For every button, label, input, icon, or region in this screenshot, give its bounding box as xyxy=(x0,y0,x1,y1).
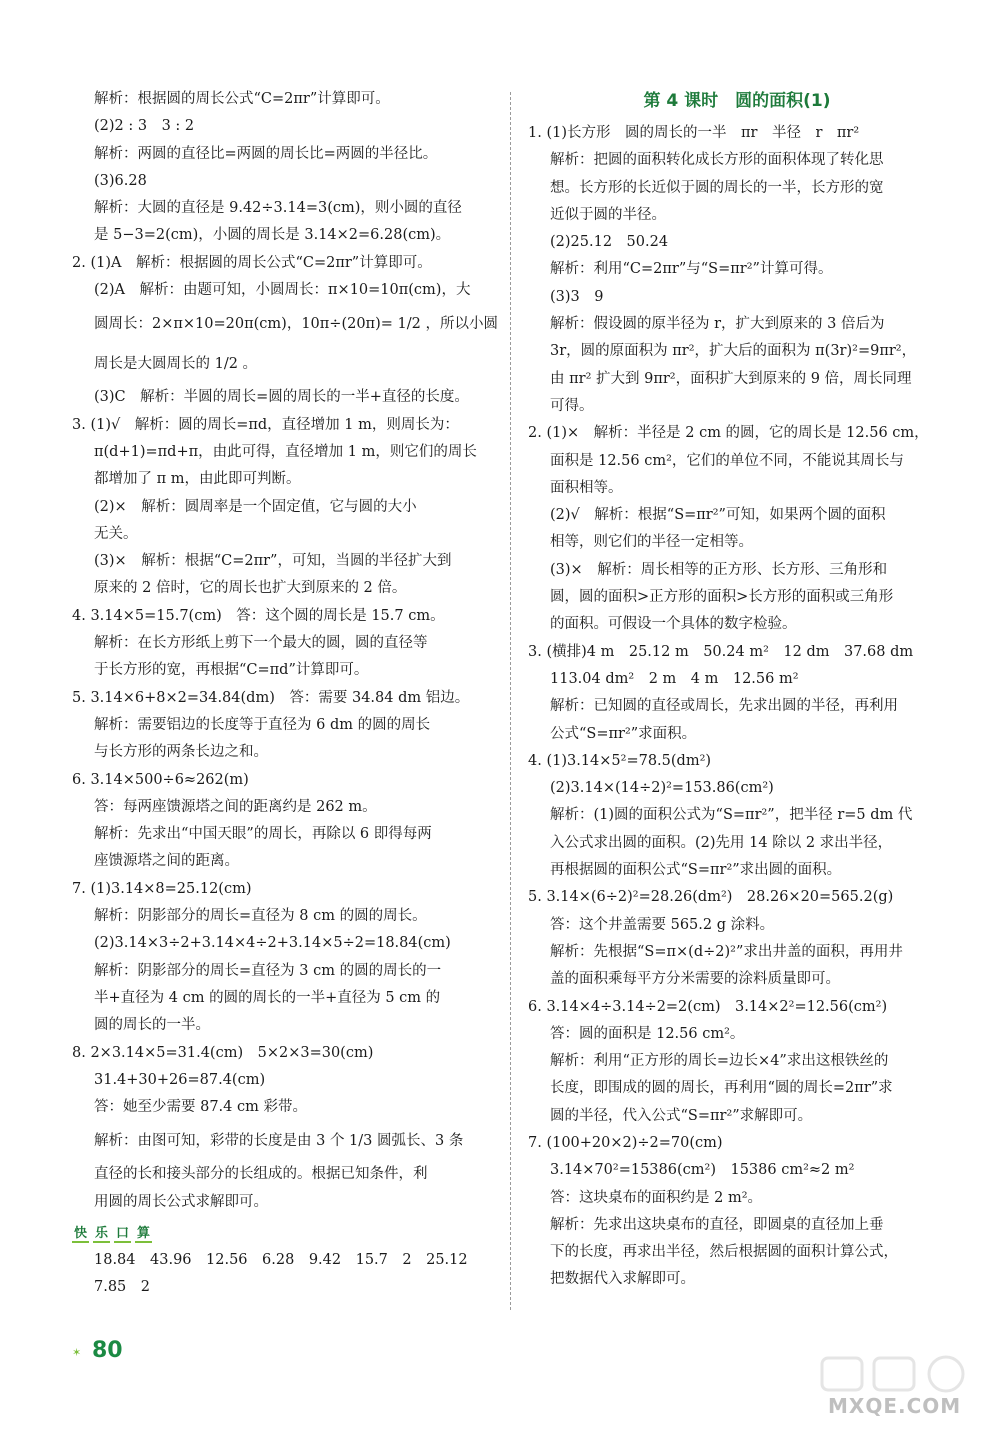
answer-line: 盖的面积乘每平方分米需要的涂料质量即可。 xyxy=(550,971,840,988)
left-answer-lines xyxy=(72,86,498,1216)
answer-line: 解析：在长方形纸上剪下一个最大的圆，圆的直径等 xyxy=(94,635,428,652)
answer-line: (3)C 解析：半圆的周长=圆的周长的一半+直径的长度。 xyxy=(94,389,469,406)
answer-line: 113.04 dm² 2 m 4 m 12.56 m² xyxy=(550,670,799,687)
page-number: 80 xyxy=(92,1338,123,1363)
answer-line: 可得。 xyxy=(550,397,594,414)
answer-line: 1. (1)长方形 圆的周长的一半 πr 半径 r πr² xyxy=(528,125,860,141)
answer-line: (2)25.12 50.24 xyxy=(550,234,669,251)
answer-line: 相等，则它们的半径一定相等。 xyxy=(550,534,753,551)
answer-line: 6. 3.14×500÷6≈262(m) xyxy=(72,771,249,788)
answer-line: 解析：两圆的直径比=两圆的周长比=两圆的半径比。 xyxy=(94,145,438,162)
answer-line: 2. (1)× 解析：半径是 2 cm 的圆，它的周长是 12.56 cm， xyxy=(528,425,929,442)
answer-line: 解析：由图可知，彩带的长度是由 3 个 1/3 圆弧长、3 条 xyxy=(94,1133,464,1150)
answer-line: 把数据代入求解即可。 xyxy=(550,1271,695,1288)
answer-line: 3. (横排)4 m 25.12 m 50.24 m² 12 dm 37.68 dm xyxy=(528,643,914,660)
answer-line: (2)× 解析：圆周率是一个固定值，它与圆的大小 xyxy=(94,498,417,515)
answer-line: 都增加了 π m，由此即可判断。 xyxy=(94,471,301,488)
answer-line: 无关。 xyxy=(94,525,138,542)
answer-line: (3)6.28 xyxy=(94,172,147,189)
answer-line: 答：她至少需要 87.4 cm 彩带。 xyxy=(94,1099,307,1116)
answer-line: 7. (100+20×2)÷2=70(cm) xyxy=(528,1134,723,1151)
answer-line: 是 5−3=2(cm)，小圆的周长是 3.14×2=6.28(cm)。 xyxy=(94,227,451,244)
answer-line: 解析：大圆的直径是 9.42÷3.14=3(cm)，则小圆的直径 xyxy=(94,200,462,217)
answer-line: 5. 3.14×(6÷2)²=28.26(dm²) 28.26×20=565.2(g) xyxy=(528,889,894,906)
answer-line: 7.85 2 xyxy=(94,1279,151,1296)
answer-line: 8. 2×3.14×5=31.4(cm) 5×2×3=30(cm) xyxy=(72,1044,374,1061)
column-divider xyxy=(510,92,511,1310)
answer-line: 18.84 43.96 12.56 6.28 9.42 15.7 2 25.12 xyxy=(94,1251,468,1268)
answer-line: 圆的周长的一半。 xyxy=(94,1017,210,1034)
answer-line: (2)√ 解析：根据“S=πr²”可知，如果两个圆的面积 xyxy=(550,507,886,524)
answer-line: (2)2 : 3 3 : 2 xyxy=(94,118,195,135)
answer-line: 解析：需要铝边的长度等于直径为 6 dm 的圆的周长 xyxy=(94,716,431,733)
right-column xyxy=(528,86,946,1294)
answer-line: 解析：(1)圆的面积公式为“S=πr²”，把半径 r=5 dm 代 xyxy=(550,807,913,824)
answer-line: 解析：利用“正方形的周长=边长×4”求出这根铁丝的 xyxy=(550,1053,889,1070)
mental-math-char: 算 xyxy=(135,1222,152,1243)
star-decoration-icon: ✶ xyxy=(72,1346,82,1359)
answer-line: 圆的半径，代入公式“S=πr²”求解即可。 xyxy=(550,1107,813,1124)
left-column xyxy=(72,86,498,1302)
mental-math-char: 乐 xyxy=(93,1222,110,1243)
mental-math-header xyxy=(72,1222,494,1243)
answer-line: 7. (1)3.14×8=25.12(cm) xyxy=(72,880,252,897)
answer-line: 6. 3.14×4÷3.14÷2=2(cm) 3.14×2²=12.56(cm²) xyxy=(528,998,888,1015)
lesson-title: 第 4 课时 圆的面积(1) xyxy=(643,91,831,111)
mental-math-char: 口 xyxy=(114,1222,131,1243)
answer-line: (2)A 解析：由题可知，小圆周长：π×10=10π(cm)，大 xyxy=(94,282,471,299)
answer-line: 4. (1)3.14×5²=78.5(dm²) xyxy=(528,752,712,769)
answer-line: π(d+1)=πd+π，由此可得，直径增加 1 m，则它们的周长 xyxy=(94,443,477,460)
answer-line: 3.14×70²=15386(cm²) 15386 cm²≈2 m² xyxy=(550,1162,855,1179)
answer-line: 解析：先根据“S=π×(d÷2)²”求出井盖的面积，再用井 xyxy=(550,943,903,960)
answer-line: 圆，圆的面积>正方形的面积>长方形的面积或三角形 xyxy=(550,589,894,606)
answer-line: 解析：先求出“中国天眼”的周长，再除以 6 即得每两 xyxy=(94,826,432,843)
mental-math-answers xyxy=(72,1247,494,1302)
answer-line: 与长方形的两条长边之和。 xyxy=(94,744,268,761)
answer-line: 解析：阴影部分的周长=直径为 8 cm 的圆的周长。 xyxy=(94,908,427,925)
answer-line: 原来的 2 倍时，它的周长也扩大到原来的 2 倍。 xyxy=(94,580,407,597)
answer-line: 3r，圆的原面积为 πr²，扩大后的面积为 π(3r)²=9πr²， xyxy=(550,343,917,360)
answer-line: 2. (1)A 解析：根据圆的周长公式“C=2πr”计算即可。 xyxy=(72,254,432,271)
answer-line: 解析：阴影部分的周长=直径为 3 cm 的圆的周长的一 xyxy=(94,962,442,979)
mental-math-char: 快 xyxy=(72,1222,89,1243)
answer-line: 座馈源塔之间的距离。 xyxy=(94,853,239,870)
answer-line: (2)3.14×3÷2+3.14×4÷2+3.14×5÷2=18.84(cm) xyxy=(94,935,451,952)
answer-line: 面积相等。 xyxy=(550,479,623,496)
answer-line: 解析：假设圆的原半径为 r，扩大到原来的 3 倍后为 xyxy=(550,316,885,333)
answer-line: 由 πr² 扩大到 9πr²，面积扩大到原来的 9 倍，周长同理 xyxy=(550,370,912,387)
answer-line: 周长是大圆周长的 1/2 。 xyxy=(94,356,258,373)
answer-line: 解析：利用“C=2πr”与“S=πr²”计算可得。 xyxy=(550,261,833,278)
answer-line: 近似于圆的半径。 xyxy=(550,206,666,223)
right-answer-lines xyxy=(528,120,946,1294)
answer-line: 解析：根据圆的周长公式“C=2πr”计算即可。 xyxy=(94,91,390,107)
answer-line: 想。长方形的长近似于圆的周长的一半，长方形的宽 xyxy=(550,179,884,196)
answer-line: 解析：把圆的面积转化成长方形的面积体现了转化思 xyxy=(550,152,884,169)
answer-line: 答：这个井盖需要 565.2 g 涂料。 xyxy=(550,916,775,933)
answer-line: (3)3 9 xyxy=(550,288,604,305)
answer-line: 答：圆的面积是 12.56 cm²。 xyxy=(550,1025,745,1042)
answer-line: 面积是 12.56 cm²，它们的单位不同，不能说其周长与 xyxy=(550,452,904,469)
watermark-url: MXQE.COM xyxy=(828,1394,962,1418)
answer-line: 公式“S=πr²”求面积。 xyxy=(550,725,697,742)
answer-line: 直径的长和接头部分的长组成的。根据已知条件，利 xyxy=(94,1166,428,1183)
answer-line: 圆周长：2×π×10=20π(cm)，10π÷(20π)= 1/2 ，所以小圆 xyxy=(94,316,498,333)
answer-line: 再根据圆的面积公式“S=πr²”求出圆的面积。 xyxy=(550,862,842,879)
answer-line: 用圆的周长公式求解即可。 xyxy=(94,1193,268,1210)
answer-line: 4. 3.14×5=15.7(cm) 答：这个圆的周长是 15.7 cm。 xyxy=(72,607,445,624)
answer-line: (3)× 解析：周长相等的正方形、长方形、三角形和 xyxy=(550,561,888,578)
answer-line: 下的长度，再求出半径，然后根据圆的面积计算公式， xyxy=(550,1244,898,1261)
answer-line: 答：这块桌布的面积约是 2 m²。 xyxy=(550,1189,763,1206)
answer-line: 入公式求出圆的面积。(2)先用 14 除以 2 求出半径， xyxy=(550,834,893,851)
answer-line: (3)× 解析：根据“C=2πr”，可知，当圆的半径扩大到 xyxy=(94,553,452,570)
answer-line: 答：每两座馈源塔之间的距离约是 262 m。 xyxy=(94,798,377,815)
answer-line: 解析：已知圆的直径或周长，先求出圆的半径，再利用 xyxy=(550,698,898,715)
watermark-logo-icon xyxy=(820,1354,970,1394)
answer-line: 5. 3.14×6+8×2=34.84(dm) 答：需要 34.84 dm 铝边。 xyxy=(72,689,470,706)
answer-line: 31.4+30+26=87.4(cm) xyxy=(94,1071,266,1088)
answer-line: 长度，即围成的圆的周长，再利用“圆的周长=2πr”求 xyxy=(550,1080,893,1097)
answer-line: 的面积。可假设一个具体的数字检验。 xyxy=(550,616,797,633)
answer-line: 3. (1)√ 解析：圆的周长=πd，直径增加 1 m，则周长为： xyxy=(72,416,459,433)
answer-line: 半+直径为 4 cm 的圆的周长的一半+直径为 5 cm 的 xyxy=(94,989,441,1006)
answer-line: 于长方形的宽，再根据“C=πd”计算即可。 xyxy=(94,662,369,679)
answer-line: (2)3.14×(14÷2)²=153.86(cm²) xyxy=(550,780,774,797)
answer-line: 解析：先求出这块桌布的直径，即圆桌的直径加上垂 xyxy=(550,1216,884,1233)
